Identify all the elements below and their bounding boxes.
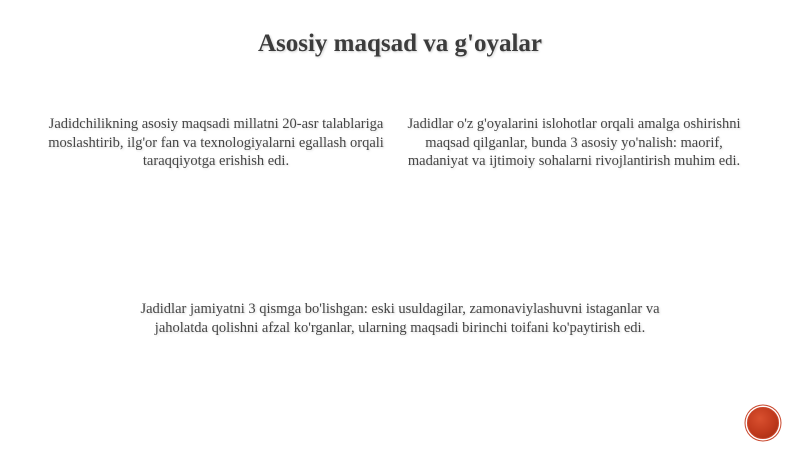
- slide-title: Asosiy maqsad va g'oyalar: [257, 30, 543, 57]
- left-text-block: Jadidchilikning asosiy maqsadi millatni 20-asr talablariga moslashtirib, ilg'or fan va texnologiyalarni egallash orqali taraqqiyotga erishish edi.: [48, 116, 384, 169]
- circle-nav-icon[interactable]: [747, 407, 779, 439]
- right-text-block: Jadidlar o'z g'oyalarini islohotlar orqali amalga oshirishni maqsad qilganlar, bunda 3 asosiy yo'nalish: maorif, madaniyat va ijtimoiy sohalarni rivojlantirish muhim edi.: [407, 116, 741, 169]
- bottom-text-block: Jadidlar jamiyatni 3 qismga bo'lishgan: eski usuldagilar, zamonaviylashuvni istaganlar va jaholatda qolishni afzal ko'rganlar, ularning maqsadi birinchi toifani ko'paytirish edi.: [140, 301, 660, 336]
